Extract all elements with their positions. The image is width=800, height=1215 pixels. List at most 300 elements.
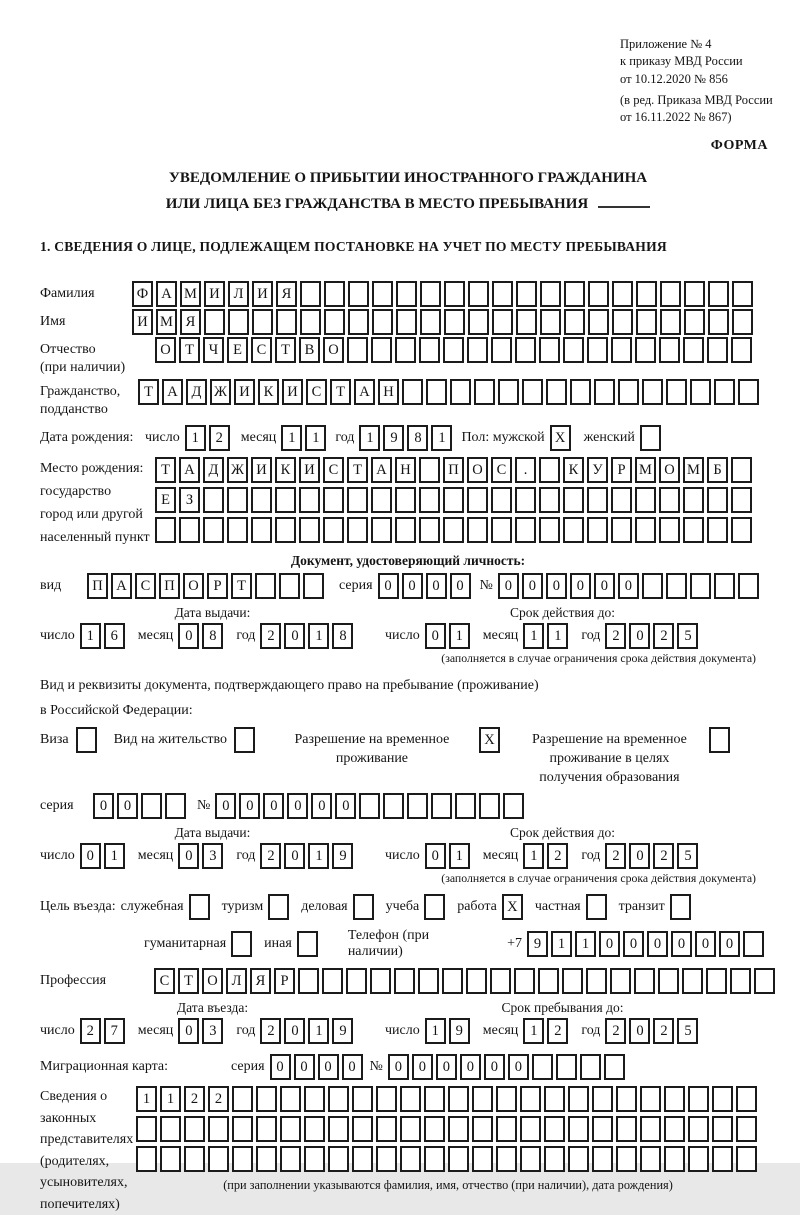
char-cell[interactable] [635, 487, 656, 513]
char-cell[interactable] [280, 1116, 301, 1142]
char-cell[interactable]: Д [186, 379, 207, 405]
char-cell[interactable]: 0 [647, 931, 668, 957]
char-cell[interactable] [376, 1116, 397, 1142]
char-cell[interactable]: 1 [104, 843, 125, 869]
char-cell[interactable] [443, 517, 464, 543]
char-cell[interactable] [616, 1116, 637, 1142]
char-cell[interactable] [539, 487, 560, 513]
char-cell[interactable]: 0 [695, 931, 716, 957]
char-cell[interactable] [664, 1086, 685, 1112]
char-cell[interactable] [618, 379, 639, 405]
char-cell[interactable]: 0 [426, 573, 447, 599]
char-cell[interactable]: 2 [605, 1018, 626, 1044]
char-cell[interactable] [304, 1116, 325, 1142]
char-cell[interactable]: 9 [449, 1018, 470, 1044]
char-cell[interactable]: 1 [80, 623, 101, 649]
char-cell[interactable] [642, 379, 663, 405]
char-cell[interactable] [570, 379, 591, 405]
char-cell[interactable] [346, 968, 367, 994]
char-cell[interactable] [636, 309, 657, 335]
char-cell[interactable] [592, 1116, 613, 1142]
char-cell[interactable] [491, 487, 512, 513]
char-cell[interactable] [328, 1116, 349, 1142]
char-cell[interactable]: А [371, 457, 392, 483]
char-cell[interactable] [184, 1116, 205, 1142]
char-cell[interactable] [328, 1146, 349, 1172]
char-cell[interactable]: 9 [527, 931, 548, 957]
char-cell[interactable] [280, 1146, 301, 1172]
char-cell[interactable] [516, 309, 537, 335]
char-cell[interactable] [448, 1086, 469, 1112]
char-cell[interactable] [562, 968, 583, 994]
char-cell[interactable] [372, 281, 393, 307]
char-cell[interactable]: 0 [594, 573, 615, 599]
char-cell[interactable] [300, 281, 321, 307]
char-cell[interactable] [424, 1146, 445, 1172]
char-cell[interactable] [232, 1086, 253, 1112]
char-cell[interactable] [731, 487, 752, 513]
char-cell[interactable] [228, 309, 249, 335]
char-cell[interactable] [280, 1086, 301, 1112]
char-cell[interactable] [328, 1086, 349, 1112]
char-cell[interactable] [539, 337, 560, 363]
char-cell[interactable] [659, 517, 680, 543]
char-cell[interactable]: 2 [260, 843, 281, 869]
char-cell[interactable]: И [251, 457, 272, 483]
char-cell[interactable] [563, 487, 584, 513]
char-cell[interactable] [666, 573, 687, 599]
char-cell[interactable] [467, 337, 488, 363]
char-cell[interactable] [348, 281, 369, 307]
char-cell[interactable] [540, 309, 561, 335]
char-cell[interactable] [544, 1146, 565, 1172]
char-cell[interactable] [736, 1086, 757, 1112]
char-cell[interactable] [208, 1146, 229, 1172]
char-cell[interactable] [256, 1086, 277, 1112]
char-cell[interactable] [738, 573, 759, 599]
char-cell[interactable]: 2 [653, 843, 674, 869]
char-cell[interactable]: 1 [308, 623, 329, 649]
char-cell[interactable] [479, 793, 500, 819]
char-cell[interactable] [586, 894, 607, 920]
char-cell[interactable]: С [135, 573, 156, 599]
char-cell[interactable] [732, 309, 753, 335]
char-cell[interactable] [268, 894, 289, 920]
char-cell[interactable]: 0 [629, 843, 650, 869]
char-cell[interactable]: Р [611, 457, 632, 483]
char-cell[interactable] [520, 1116, 541, 1142]
char-cell[interactable]: И [282, 379, 303, 405]
char-cell[interactable]: К [275, 457, 296, 483]
char-cell[interactable] [256, 1146, 277, 1172]
char-cell[interactable] [544, 1116, 565, 1142]
char-cell[interactable] [496, 1086, 517, 1112]
char-cell[interactable] [442, 968, 463, 994]
char-cell[interactable] [743, 931, 764, 957]
char-cell[interactable]: Т [155, 457, 176, 483]
char-cell[interactable]: П [87, 573, 108, 599]
char-cell[interactable] [568, 1116, 589, 1142]
char-cell[interactable] [472, 1116, 493, 1142]
char-cell[interactable] [587, 337, 608, 363]
char-cell[interactable]: 1 [185, 425, 206, 451]
char-cell[interactable] [611, 517, 632, 543]
char-cell[interactable] [730, 968, 751, 994]
char-cell[interactable] [592, 1146, 613, 1172]
char-cell[interactable] [492, 281, 513, 307]
char-cell[interactable]: М [683, 457, 704, 483]
char-cell[interactable]: 0 [599, 931, 620, 957]
char-cell[interactable]: 8 [202, 623, 223, 649]
char-cell[interactable]: 1 [523, 623, 544, 649]
char-cell[interactable] [303, 573, 324, 599]
char-cell[interactable] [372, 309, 393, 335]
char-cell[interactable]: Ч [203, 337, 224, 363]
char-cell[interactable]: 0 [498, 573, 519, 599]
char-cell[interactable] [448, 1146, 469, 1172]
char-cell[interactable] [492, 309, 513, 335]
char-cell[interactable]: Е [155, 487, 176, 513]
char-cell[interactable] [568, 1146, 589, 1172]
char-cell[interactable]: 0 [460, 1054, 481, 1080]
char-cell[interactable]: 1 [547, 623, 568, 649]
char-cell[interactable]: 2 [80, 1018, 101, 1044]
char-cell[interactable]: А [162, 379, 183, 405]
char-cell[interactable]: 0 [425, 843, 446, 869]
char-cell[interactable] [396, 281, 417, 307]
char-cell[interactable] [298, 968, 319, 994]
char-cell[interactable] [731, 517, 752, 543]
char-cell[interactable] [189, 894, 210, 920]
char-cell[interactable]: С [306, 379, 327, 405]
char-cell[interactable]: 0 [239, 793, 260, 819]
char-cell[interactable]: О [155, 337, 176, 363]
char-cell[interactable]: 1 [305, 425, 326, 451]
char-cell[interactable]: 2 [184, 1086, 205, 1112]
char-cell[interactable]: 0 [450, 573, 471, 599]
char-cell[interactable] [352, 1086, 373, 1112]
char-cell[interactable] [184, 1146, 205, 1172]
char-cell[interactable] [564, 281, 585, 307]
char-cell[interactable]: Ж [210, 379, 231, 405]
char-cell[interactable] [642, 573, 663, 599]
char-cell[interactable] [714, 379, 735, 405]
char-cell[interactable] [371, 487, 392, 513]
char-cell[interactable] [304, 1146, 325, 1172]
char-cell[interactable] [402, 379, 423, 405]
char-cell[interactable] [496, 1146, 517, 1172]
char-cell[interactable] [383, 793, 404, 819]
char-cell[interactable] [707, 487, 728, 513]
char-cell[interactable]: 1 [523, 843, 544, 869]
char-cell[interactable]: А [179, 457, 200, 483]
char-cell[interactable]: 0 [311, 793, 332, 819]
char-cell[interactable] [400, 1146, 421, 1172]
char-cell[interactable]: А [354, 379, 375, 405]
char-cell[interactable] [394, 968, 415, 994]
char-cell[interactable] [299, 487, 320, 513]
char-cell[interactable] [516, 281, 537, 307]
char-cell[interactable] [611, 487, 632, 513]
char-cell[interactable]: Т [179, 337, 200, 363]
char-cell[interactable]: 1 [551, 931, 572, 957]
char-cell[interactable] [227, 517, 248, 543]
char-cell[interactable] [498, 379, 519, 405]
char-cell[interactable]: 1 [281, 425, 302, 451]
char-cell[interactable] [707, 517, 728, 543]
char-cell[interactable]: О [202, 968, 223, 994]
char-cell[interactable]: Ж [227, 457, 248, 483]
char-cell[interactable] [532, 1054, 553, 1080]
char-cell[interactable]: 3 [202, 843, 223, 869]
char-cell[interactable]: Т [231, 573, 252, 599]
char-cell[interactable] [580, 1054, 601, 1080]
char-cell[interactable]: Л [228, 281, 249, 307]
char-cell[interactable] [690, 573, 711, 599]
char-cell[interactable] [684, 281, 705, 307]
char-cell[interactable]: 0 [284, 1018, 305, 1044]
char-cell[interactable] [612, 309, 633, 335]
char-cell[interactable] [709, 727, 730, 753]
char-cell[interactable]: 2 [653, 623, 674, 649]
char-cell[interactable] [472, 1146, 493, 1172]
char-cell[interactable] [683, 517, 704, 543]
char-cell[interactable]: 0 [618, 573, 639, 599]
char-cell[interactable]: Т [138, 379, 159, 405]
char-cell[interactable] [419, 457, 440, 483]
char-cell[interactable]: М [156, 309, 177, 335]
char-cell[interactable]: 0 [402, 573, 423, 599]
char-cell[interactable] [299, 517, 320, 543]
char-cell[interactable] [616, 1086, 637, 1112]
char-cell[interactable] [666, 379, 687, 405]
char-cell[interactable] [420, 281, 441, 307]
char-cell[interactable]: 0 [215, 793, 236, 819]
char-cell[interactable]: Т [178, 968, 199, 994]
char-cell[interactable]: Я [276, 281, 297, 307]
char-cell[interactable] [376, 1146, 397, 1172]
char-cell[interactable] [707, 337, 728, 363]
char-cell[interactable] [683, 337, 704, 363]
char-cell[interactable] [732, 281, 753, 307]
char-cell[interactable]: Р [274, 968, 295, 994]
char-cell[interactable] [490, 968, 511, 994]
char-cell[interactable] [419, 337, 440, 363]
char-cell[interactable]: 1 [431, 425, 452, 451]
char-cell[interactable]: 1 [449, 623, 470, 649]
char-cell[interactable] [347, 487, 368, 513]
char-cell[interactable]: А [156, 281, 177, 307]
char-cell[interactable]: 0 [425, 623, 446, 649]
char-cell[interactable] [544, 1086, 565, 1112]
char-cell[interactable] [640, 1086, 661, 1112]
char-cell[interactable] [539, 457, 560, 483]
char-cell[interactable] [664, 1146, 685, 1172]
char-cell[interactable] [491, 337, 512, 363]
char-cell[interactable]: С [491, 457, 512, 483]
char-cell[interactable] [232, 1116, 253, 1142]
char-cell[interactable]: И [132, 309, 153, 335]
char-cell[interactable] [234, 727, 255, 753]
char-cell[interactable]: С [154, 968, 175, 994]
char-cell[interactable]: 1 [308, 843, 329, 869]
char-cell[interactable] [179, 517, 200, 543]
char-cell[interactable]: 1 [136, 1086, 157, 1112]
char-cell[interactable] [276, 309, 297, 335]
char-cell[interactable]: Д [203, 457, 224, 483]
char-cell[interactable]: 3 [202, 1018, 223, 1044]
char-cell[interactable]: О [183, 573, 204, 599]
char-cell[interactable] [450, 379, 471, 405]
char-cell[interactable]: Л [226, 968, 247, 994]
char-cell[interactable]: 0 [342, 1054, 363, 1080]
char-cell[interactable]: 0 [388, 1054, 409, 1080]
char-cell[interactable]: 0 [270, 1054, 291, 1080]
char-cell[interactable] [396, 309, 417, 335]
char-cell[interactable] [658, 968, 679, 994]
char-cell[interactable]: О [323, 337, 344, 363]
char-cell[interactable] [635, 517, 656, 543]
char-cell[interactable] [684, 309, 705, 335]
char-cell[interactable]: 5 [677, 843, 698, 869]
char-cell[interactable]: С [251, 337, 272, 363]
char-cell[interactable] [136, 1146, 157, 1172]
char-cell[interactable] [587, 487, 608, 513]
char-cell[interactable] [407, 793, 428, 819]
char-cell[interactable]: 2 [260, 623, 281, 649]
char-cell[interactable]: 0 [546, 573, 567, 599]
char-cell[interactable] [155, 517, 176, 543]
char-cell[interactable]: 0 [522, 573, 543, 599]
char-cell[interactable] [515, 487, 536, 513]
char-cell[interactable] [395, 337, 416, 363]
char-cell[interactable] [468, 309, 489, 335]
char-cell[interactable] [76, 727, 97, 753]
char-cell[interactable]: 0 [294, 1054, 315, 1080]
char-cell[interactable] [231, 931, 252, 957]
char-cell[interactable]: 0 [378, 573, 399, 599]
char-cell[interactable]: 2 [653, 1018, 674, 1044]
char-cell[interactable] [612, 281, 633, 307]
char-cell[interactable]: 2 [605, 623, 626, 649]
char-cell[interactable]: 6 [104, 623, 125, 649]
char-cell[interactable]: 0 [484, 1054, 505, 1080]
char-cell[interactable]: X [550, 425, 571, 451]
char-cell[interactable] [141, 793, 162, 819]
char-cell[interactable] [587, 517, 608, 543]
char-cell[interactable] [515, 337, 536, 363]
char-cell[interactable] [610, 968, 631, 994]
char-cell[interactable] [251, 517, 272, 543]
char-cell[interactable] [304, 1086, 325, 1112]
char-cell[interactable]: Р [207, 573, 228, 599]
char-cell[interactable] [300, 309, 321, 335]
char-cell[interactable] [594, 379, 615, 405]
char-cell[interactable]: 0 [263, 793, 284, 819]
char-cell[interactable]: К [563, 457, 584, 483]
char-cell[interactable] [690, 379, 711, 405]
char-cell[interactable]: 0 [287, 793, 308, 819]
char-cell[interactable] [659, 487, 680, 513]
char-cell[interactable]: С [323, 457, 344, 483]
char-cell[interactable]: 0 [318, 1054, 339, 1080]
char-cell[interactable]: П [159, 573, 180, 599]
char-cell[interactable] [588, 309, 609, 335]
char-cell[interactable] [467, 517, 488, 543]
char-cell[interactable]: О [659, 457, 680, 483]
char-cell[interactable]: Б [707, 457, 728, 483]
char-cell[interactable]: У [587, 457, 608, 483]
char-cell[interactable]: 0 [178, 843, 199, 869]
char-cell[interactable]: 0 [629, 623, 650, 649]
char-cell[interactable]: 2 [209, 425, 230, 451]
char-cell[interactable] [635, 337, 656, 363]
char-cell[interactable] [323, 487, 344, 513]
char-cell[interactable] [256, 1116, 277, 1142]
char-cell[interactable]: Н [378, 379, 399, 405]
char-cell[interactable]: 0 [284, 843, 305, 869]
char-cell[interactable] [419, 517, 440, 543]
char-cell[interactable]: Н [395, 457, 416, 483]
char-cell[interactable] [472, 1086, 493, 1112]
char-cell[interactable]: И [204, 281, 225, 307]
char-cell[interactable]: 0 [117, 793, 138, 819]
char-cell[interactable]: Я [180, 309, 201, 335]
char-cell[interactable] [540, 281, 561, 307]
char-cell[interactable] [660, 281, 681, 307]
char-cell[interactable] [503, 793, 524, 819]
char-cell[interactable] [395, 517, 416, 543]
char-cell[interactable]: К [258, 379, 279, 405]
char-cell[interactable]: 0 [508, 1054, 529, 1080]
char-cell[interactable] [520, 1086, 541, 1112]
char-cell[interactable]: 0 [570, 573, 591, 599]
char-cell[interactable]: 0 [719, 931, 740, 957]
char-cell[interactable] [426, 379, 447, 405]
char-cell[interactable]: Ф [132, 281, 153, 307]
char-cell[interactable] [588, 281, 609, 307]
char-cell[interactable] [754, 968, 775, 994]
char-cell[interactable] [515, 517, 536, 543]
char-cell[interactable] [731, 457, 752, 483]
char-cell[interactable] [546, 379, 567, 405]
char-cell[interactable] [232, 1146, 253, 1172]
char-cell[interactable] [443, 487, 464, 513]
char-cell[interactable] [563, 517, 584, 543]
char-cell[interactable] [738, 379, 759, 405]
char-cell[interactable]: 0 [178, 1018, 199, 1044]
char-cell[interactable]: . [515, 457, 536, 483]
char-cell[interactable]: Е [227, 337, 248, 363]
char-cell[interactable] [424, 894, 445, 920]
char-cell[interactable] [538, 968, 559, 994]
char-cell[interactable] [708, 309, 729, 335]
char-cell[interactable] [352, 1116, 373, 1142]
char-cell[interactable] [586, 968, 607, 994]
char-cell[interactable] [736, 1146, 757, 1172]
char-cell[interactable] [348, 309, 369, 335]
char-cell[interactable] [444, 309, 465, 335]
char-cell[interactable]: 9 [332, 843, 353, 869]
char-cell[interactable] [659, 337, 680, 363]
char-cell[interactable] [467, 487, 488, 513]
char-cell[interactable]: Т [347, 457, 368, 483]
char-cell[interactable] [688, 1116, 709, 1142]
char-cell[interactable] [568, 1086, 589, 1112]
char-cell[interactable]: А [111, 573, 132, 599]
char-cell[interactable] [455, 793, 476, 819]
char-cell[interactable]: 1 [449, 843, 470, 869]
